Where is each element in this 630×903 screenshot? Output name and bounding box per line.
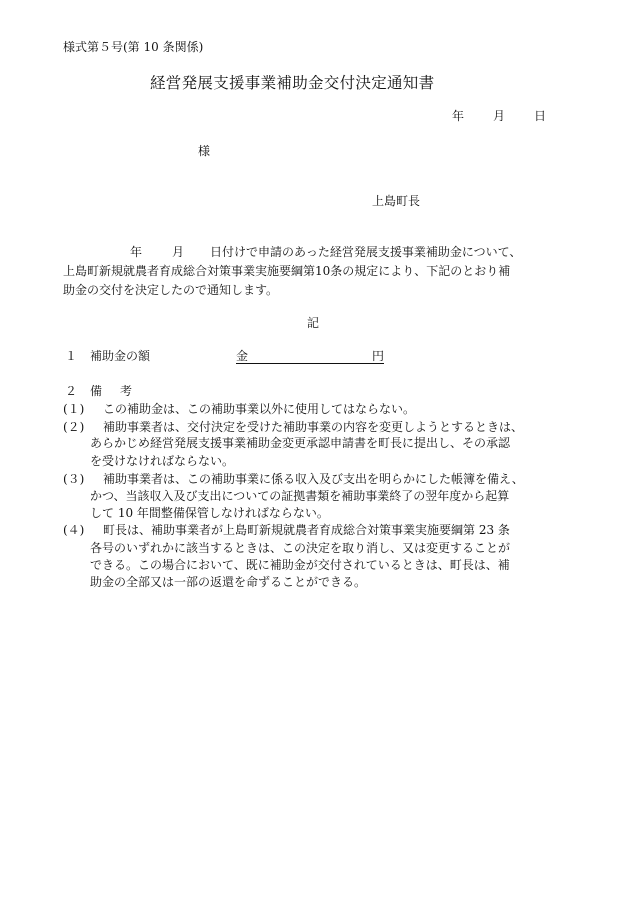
remarks-number: ２ (65, 384, 78, 398)
remark-2-line-1: 補助事業者は、交付決定を受けた補助事業の内容を変更しようとするときは、 (103, 420, 524, 434)
date-month: 月 (493, 109, 506, 123)
remark-3-number: (３) (63, 472, 85, 486)
remark-4-line-2: 各号のいずれかに該当するときは、この決定を取り消し、又は変更することが (90, 541, 511, 555)
intro-line1: 日付けで申請のあった経営発展支援事業補助金について、 (210, 245, 522, 259)
remarks-label-1: 備 (90, 384, 103, 398)
amount-field (236, 350, 384, 364)
remark-1-number: (１) (63, 402, 85, 416)
intro-line3: 助金の交付を決定したので通知します。 (63, 283, 279, 297)
amount-suffix: 円 (371, 349, 384, 363)
intro-year: 年 (130, 245, 143, 259)
remark-4-line-1: 町長は、補助事業者が上島町新規就農者育成総合対策事業実施要綱第 23 条 (103, 523, 510, 537)
remark-2-number: (２) (63, 420, 85, 434)
date-year: 年 (452, 109, 465, 123)
remarks-label-2: 考 (120, 384, 133, 398)
document-title: 経営発展支援事業補助金交付決定通知書 (150, 74, 435, 92)
amount-number: １ (65, 349, 78, 363)
issuer: 上島町長 (372, 194, 421, 208)
remark-4-line-4: 助金の全部又は一部の返還を命ずることができる。 (90, 575, 367, 589)
form-number: 様式第５号(第 10 条関係) (63, 40, 204, 54)
remark-2-line-2: あらかじめ経営発展支援事業補助金変更承認申請書を町長に提出し、その承認 (90, 436, 511, 450)
remark-3-line-1: 補助事業者は、この補助事業に係る収入及び支出を明らかにした帳簿を備え、 (103, 472, 524, 486)
date-day: 日 (534, 109, 547, 123)
remark-2-line-3: を受けなければならない。 (90, 454, 235, 468)
ki-heading: 記 (307, 316, 320, 330)
addressee-suffix: 様 (198, 144, 211, 158)
remark-3-line-2: かつ、当該収入及び支出についての証拠書類を補助事業終了の翌年度から起算 (90, 489, 510, 503)
intro-line2: 上島町新規就農者育成総合対策事業実施要綱第10条の規定により、下記のとおり補 (63, 264, 511, 278)
remark-4-number: (４) (63, 523, 85, 537)
remark-1-line-1: この補助金は、この補助事業以外に使用してはならない。 (103, 402, 416, 416)
remark-4-line-3: できる。この場合において、既に補助金が交付されているときは、町長は、補 (90, 558, 510, 572)
remark-3-line-3: して 10 年間整備保管しなければならない。 (90, 506, 329, 520)
amount-label: 補助金の額 (90, 349, 151, 363)
amount-prefix: 金 (236, 349, 249, 363)
intro-month: 月 (172, 245, 185, 259)
